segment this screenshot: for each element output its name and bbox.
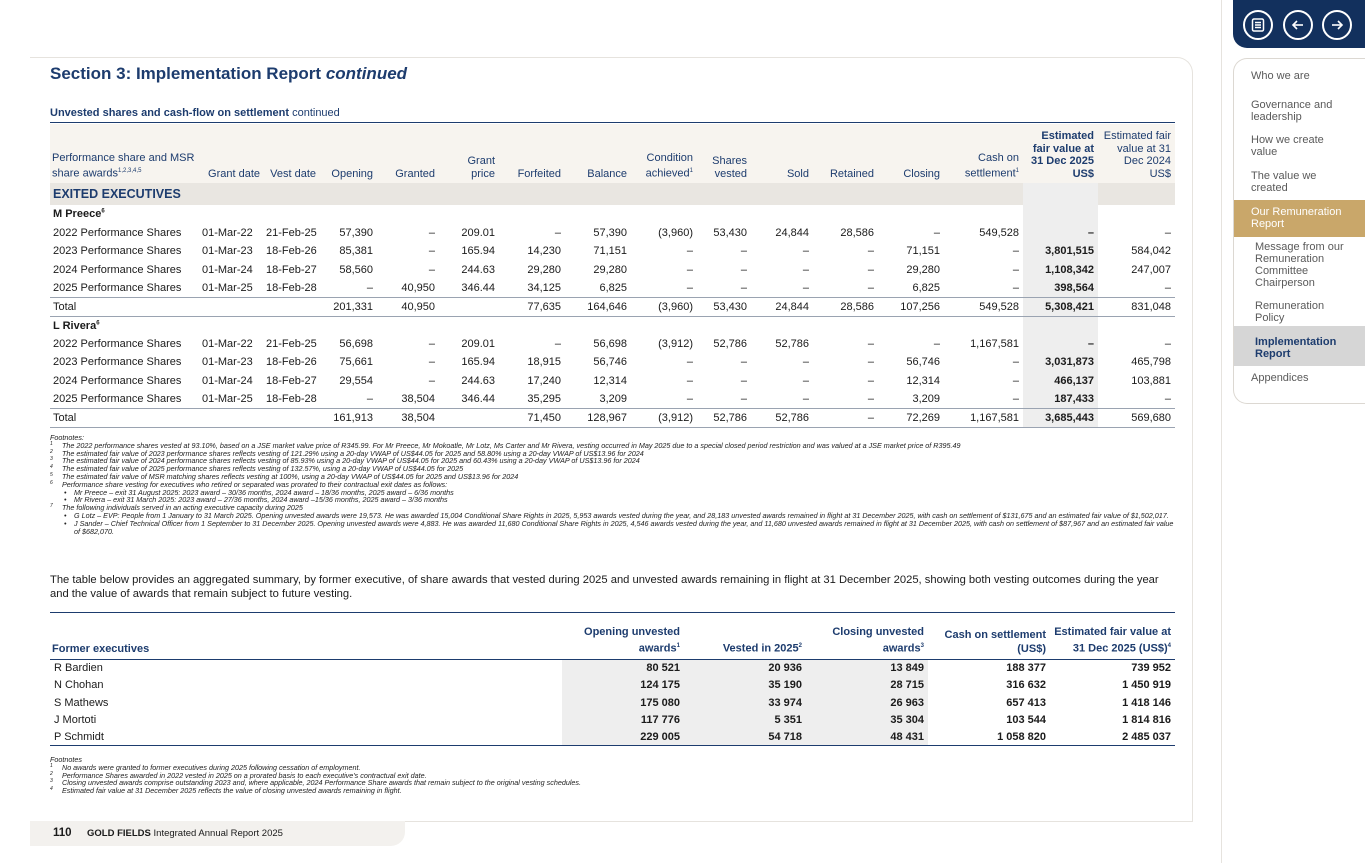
table-cell: 01-Mar-23 — [202, 245, 253, 258]
page-title: Section 3: Implementation Report continued — [50, 64, 408, 83]
table-cell: – — [802, 282, 809, 294]
table-cell: – — [686, 245, 693, 258]
name-blank — [1098, 316, 1175, 335]
footnote: 6 Performance share vesting for executives who retired or separated was prorated to their contractual exit dates as follows: — [50, 479, 448, 489]
table-cell: 2025 Performance Shares — [53, 393, 182, 405]
table-cell: 3,801,515 — [1023, 242, 1098, 261]
table-row — [50, 224, 1175, 243]
table-row — [50, 372, 1175, 391]
table-cell: 52,786 — [775, 337, 809, 350]
col-closing-unvested: Closing unvested awards$^3$ — [832, 626, 924, 655]
table-cell: 6,825 — [599, 282, 627, 294]
table-cell: J Mortoti — [54, 714, 97, 727]
total-cell: 52,786 — [697, 409, 751, 428]
col-vested-2025: Vested in 2025$^2$ — [722, 643, 802, 655]
table-cell: – — [802, 245, 809, 258]
table-row — [50, 261, 1175, 280]
table-cell: – — [686, 393, 693, 405]
table-cell: 465,798 — [1131, 356, 1171, 369]
table-cell: 175 080 — [562, 694, 684, 711]
table-cell: 346.44 — [461, 393, 495, 405]
table-cell: 54 718 — [684, 729, 806, 746]
table-cell: 229 005 — [562, 729, 684, 746]
table-cell: 12,314 — [906, 374, 940, 387]
table-cell: – — [802, 263, 809, 276]
table-cell: – — [366, 393, 373, 405]
page-footer — [30, 821, 405, 846]
table-cell: 1 814 816 — [1122, 714, 1171, 727]
table-cell: 35,295 — [527, 393, 561, 405]
col-balance: Balance — [587, 167, 627, 180]
total-row — [50, 298, 1175, 317]
table-cell: – — [428, 356, 435, 369]
executive-name: M Preece$^6$ — [53, 208, 105, 221]
summary-paragraph: The table below provides an aggregated summary, by former executive, of share awards that vested during 2025 and unvested awards remaining in flight at 31 December 2025, showing both vesting outcomes during the year and the value of awards that remain subject to future vesting. — [50, 574, 1159, 600]
forward-arrow-icon[interactable] — [1322, 10, 1352, 40]
table-cell: 2 485 037 — [1050, 729, 1175, 746]
table-cell: 1,167,581 — [970, 337, 1019, 350]
table-cell: 2023 Performance Shares — [53, 356, 182, 369]
total-cell: 28,586 — [813, 298, 878, 317]
footnote: 1 The 2022 performance shares vested at 93.10%, based on a JSE market value price of R345.99. For Mr Preece, Mr Mokoatle, Mr Lotz, Ms Carter and Mr Rivera, vesting occurred in May 2025 due to a special closed period restriction and was valued at a JSE market price of R395.49 — [50, 440, 961, 450]
former-executives-table — [50, 612, 1175, 746]
footnote: 3 Closing unvested awards comprise outstanding 2023 and, where applicable, 2024 Performance Share awards that remain subject to the original vesting schedules. — [50, 778, 582, 788]
footnotes-label: Footnotes: — [50, 433, 84, 442]
table-cell: 3,209 — [912, 393, 940, 405]
table-cell: 56,746 — [906, 356, 940, 369]
nav-how-we-create-value[interactable]: How we create value — [1251, 134, 1324, 158]
col-shares-vested: Shares vested — [712, 155, 747, 180]
executive-name-row — [50, 205, 1175, 224]
col-closing: Closing — [903, 167, 940, 180]
table-cell: 466,137 — [1023, 372, 1098, 391]
table-cell: – — [802, 393, 809, 405]
table-cell: 103,881 — [1131, 374, 1171, 387]
table-cell: N Chohan — [54, 679, 104, 692]
table-cell: – — [686, 263, 693, 276]
section-subheading: Unvested shares and cash-flow on settlement continued — [50, 107, 340, 119]
table-cell: – — [1012, 393, 1019, 405]
table-cell: – — [1164, 393, 1171, 405]
total-cell: 569,680 — [1098, 409, 1175, 428]
table-cell: – — [867, 393, 874, 405]
table-cell: – — [740, 282, 747, 294]
total-cell: 5,308,421 — [1023, 298, 1098, 317]
table-cell: 316 632 — [1006, 679, 1046, 692]
table-cell: 71,151 — [593, 245, 627, 258]
section-blank — [1098, 183, 1175, 205]
total-cell: (3,960) — [631, 298, 697, 317]
table-cell: – — [867, 356, 874, 369]
table-cell: 1 450 919 — [1122, 679, 1171, 692]
table-cell: 209.01 — [461, 226, 495, 239]
table-cell: 57,390 — [593, 226, 627, 239]
table-cell: 35 190 — [684, 677, 806, 694]
table-row — [50, 711, 1175, 728]
table-cell: – — [740, 393, 747, 405]
table-cell: 13 849 — [806, 660, 928, 677]
nav-appendices[interactable]: Appendices — [1251, 372, 1309, 384]
footnote: 2 The estimated fair value of 2023 performance shares reflects vesting of 121.29% using a 20-day VWAP of US$44.05 for 2025 and 58.80% using a 20-day VWAP of US$13.96 for 2024 — [50, 448, 644, 458]
total-cell: Total — [50, 298, 200, 317]
col-condition: Condition achieved$^1$ — [645, 152, 693, 180]
table-row — [50, 729, 1175, 746]
total-cell — [264, 298, 320, 317]
total-cell: 72,269 — [878, 409, 944, 428]
col-opening: Opening — [331, 167, 373, 180]
table-cell: – — [428, 263, 435, 276]
table-cell: 18-Feb-26 — [266, 245, 317, 258]
section-row — [50, 183, 1175, 205]
table-cell: 14,230 — [527, 245, 561, 258]
footnotes-table1 — [50, 434, 1175, 535]
contents-icon[interactable] — [1243, 10, 1273, 40]
table-cell: – — [686, 356, 693, 369]
total-cell: 71,450 — [499, 409, 565, 428]
table-row — [50, 353, 1175, 372]
table-cell: 2024 Performance Shares — [53, 263, 182, 276]
footnote: 2 Performance Shares awarded in 2022 vested in 2025 on a prorated basis to each executive's contractual exit date. — [50, 770, 427, 780]
total-cell: 549,528 — [944, 298, 1023, 317]
table-cell: – — [428, 226, 435, 239]
table-cell: 28 715 — [806, 677, 928, 694]
col-former: Former executives — [52, 643, 150, 655]
table-cell: – — [1012, 282, 1019, 294]
footnote-bullet: • Mr Rivera – exit 31 March 2025: 2023 award – 27/36 months, 2024 award –15/36 months, 2025 award – 3/36 months — [50, 496, 1175, 504]
col-plan: Performance share and MSR share awards$^{1,2,3,4,5}$ — [52, 152, 195, 180]
total-cell — [439, 409, 499, 428]
table-cell: 12,314 — [593, 374, 627, 387]
table-cell: 739 952 — [1050, 660, 1175, 677]
table-cell: 01-Mar-22 — [202, 337, 253, 350]
table-cell: 18-Feb-26 — [266, 356, 317, 369]
table-cell: 18-Feb-28 — [266, 393, 317, 405]
col-cash: Cash on settlement$^1$ — [964, 152, 1019, 180]
table-cell: 26 963 — [806, 694, 928, 711]
table-cell: 48 431 — [806, 729, 928, 746]
table-cell: 56,746 — [593, 356, 627, 369]
table-cell: 6,825 — [912, 282, 940, 294]
col-vest-date: Vest date — [270, 167, 316, 180]
table-cell: 18,915 — [527, 356, 561, 369]
footnote: 3 The estimated fair value of 2024 performance shares reflects vesting of 85.93% using a 20-day VWAP of US$44.05 for 2025 and 60.43% using a 20-day VWAP of US$13.96 for 2024 — [50, 456, 640, 466]
nav-toolbar — [1233, 0, 1365, 48]
table-cell: 56,698 — [593, 337, 627, 350]
page-number: 110 — [53, 827, 72, 839]
table-cell: 165.94 — [461, 245, 495, 258]
table-header-row — [50, 124, 1175, 183]
table-cell: 01-Mar-25 — [202, 282, 253, 294]
table-cell: 1 418 146 — [1122, 696, 1171, 709]
footnotes-label: Footnotes — [50, 755, 82, 764]
total-cell: 201,331 — [320, 298, 377, 317]
report-name: GOLD FIELDS Integrated Annual Report 2025 — [87, 828, 283, 839]
table-cell: 01-Mar-22 — [202, 226, 253, 239]
sidebar-divider — [1221, 0, 1222, 863]
total-cell — [200, 409, 264, 428]
table-cell: 657 413 — [1006, 696, 1046, 709]
table-cell: P Schmidt — [50, 729, 562, 746]
total-cell: – — [813, 409, 878, 428]
nav-implementation-report[interactable]: Implementation Report — [1255, 336, 1337, 360]
total-cell: 24,844 — [751, 298, 813, 317]
table-cell: – — [428, 374, 435, 387]
table-cell: – — [554, 337, 561, 350]
table-cell: – — [1012, 263, 1019, 276]
footnote: 1 No awards were granted to former executives during 2025 following cessation of employment. — [50, 762, 361, 772]
table-cell: – — [867, 282, 874, 294]
total-cell: 831,048 — [1098, 298, 1175, 317]
col-forfeited: Forfeited — [517, 167, 561, 180]
table-cell: R Bardien — [50, 660, 562, 677]
table-cell: – — [802, 374, 809, 387]
table-cell: 187,433 — [1023, 390, 1098, 409]
table-cell: 80 521 — [562, 660, 684, 677]
table-cell: – — [428, 337, 435, 350]
table-cell: 20 936 — [684, 660, 806, 677]
table-cell: (3,912) — [658, 337, 693, 350]
nav-message-chairperson[interactable]: Message from our Remuneration Committee Chairperson — [1255, 241, 1344, 289]
table-cell: 34,125 — [527, 282, 561, 294]
name-blank — [1098, 205, 1175, 224]
footnote: 5 The estimated fair value of MSR matching shares reflects vesting at 100%, using a 20-day VWAP of US$44.05 for 2025 and US$13.96 for 2024 — [50, 471, 519, 481]
table-cell: 29,280 — [527, 263, 561, 276]
table-cell: – — [366, 282, 373, 294]
table-row — [50, 279, 1175, 298]
col-opening-unvested: Opening unvested awards$^1$ — [584, 626, 680, 655]
table-cell: – — [428, 245, 435, 258]
executive-name: L Rivera$^6$ — [53, 319, 100, 332]
table-cell: 1 058 820 — [928, 729, 1050, 746]
table-cell: – — [1023, 224, 1098, 243]
col-grant-price: Grant price — [467, 155, 495, 180]
back-arrow-icon[interactable] — [1283, 10, 1313, 40]
table-cell: – — [867, 374, 874, 387]
col-sold: Sold — [786, 167, 809, 180]
executive-name-row — [50, 316, 1175, 335]
col-retained: Retained — [829, 167, 874, 180]
nav-remuneration-report[interactable]: Our Remuneration Report — [1251, 206, 1342, 230]
table-cell: – — [1012, 356, 1019, 369]
table-cell: 244.63 — [461, 374, 495, 387]
table-cell: 3,209 — [599, 393, 627, 405]
performance-shares-table — [50, 124, 1175, 428]
table-cell: 165.94 — [461, 356, 495, 369]
table-cell: – — [802, 356, 809, 369]
table-row — [50, 390, 1175, 409]
table-cell: – — [1164, 282, 1171, 294]
table-row — [50, 694, 1175, 711]
table-cell: 71,151 — [906, 245, 940, 258]
footnote-bullet: • J Sander – Chief Technical Officer from 1 September to 31 December 2025. Opening unvested awards were 4,883. He was awarded 11,680 Conditional Share Rights in 2025, 4,546 awards vested during the year, and 11,680 unvested awards remained in flight at 31 December 2025, with cash on settlement of $87,967 and an estimated fair value of $682,070. — [50, 520, 1175, 536]
table-cell: 57,390 — [339, 226, 373, 239]
table-cell: 549,528 — [979, 226, 1019, 239]
table-cell: 33 974 — [684, 694, 806, 711]
col-cash-settlement: Cash on settlement (US$) — [944, 629, 1046, 655]
nav-remuneration-policy[interactable]: Remuneration Policy — [1255, 300, 1325, 324]
table-cell: – — [933, 226, 940, 239]
table-cell: 117 776 — [562, 711, 684, 728]
table-cell: 52,786 — [713, 337, 747, 350]
table-cell: 53,430 — [713, 226, 747, 239]
total-cell — [200, 298, 264, 317]
table-row — [50, 335, 1175, 354]
table-top-rule — [50, 122, 1175, 123]
total-cell: 40,950 — [377, 298, 439, 317]
table-cell: S Mathews — [54, 696, 109, 709]
table-cell: – — [740, 245, 747, 258]
section-shade — [1023, 183, 1098, 205]
table-cell: 2022 Performance Shares — [53, 226, 182, 239]
total-cell: 107,256 — [878, 298, 944, 317]
total-cell: 52,786 — [751, 409, 813, 428]
table-row — [50, 242, 1175, 261]
table-cell: 75,661 — [339, 356, 373, 369]
table-cell: 01-Mar-24 — [202, 263, 253, 276]
table-cell: 35 304 — [806, 711, 928, 728]
table-row — [50, 660, 1175, 677]
table-cell: – — [554, 226, 561, 239]
table-cell: 18-Feb-27 — [266, 263, 317, 276]
col-est-value: Estimated fair value at 31 Dec 2025 (US$)$^4$ — [1054, 626, 1171, 655]
table-cell: 01-Mar-24 — [202, 374, 253, 387]
total-cell: 77,635 — [499, 298, 565, 317]
footnotes-table2 — [50, 756, 1175, 795]
total-cell: 164,646 — [565, 298, 631, 317]
total-row — [50, 409, 1175, 428]
table-cell: 5 351 — [684, 711, 806, 728]
table-cell: 18-Feb-28 — [266, 282, 317, 294]
total-cell: Total — [50, 409, 200, 428]
col-est-2024: Estimated fair value at 31 Dec 2024 US$ — [1103, 130, 1171, 180]
name-shade — [1023, 205, 1098, 224]
table-cell: 244.63 — [461, 263, 495, 276]
table-cell: 01-Mar-25 — [202, 393, 253, 405]
table2-header-row — [50, 613, 1175, 660]
table-cell: 247,007 — [1131, 263, 1171, 276]
table-cell: 29,280 — [593, 263, 627, 276]
table-cell: 398,564 — [1023, 279, 1098, 298]
table-cell: – — [1012, 245, 1019, 258]
total-cell: 38,504 — [377, 409, 439, 428]
nav-governance[interactable]: Governance and leadership — [1251, 99, 1333, 123]
table-cell: – — [686, 282, 693, 294]
total-cell: 1,167,581 — [944, 409, 1023, 428]
table-cell: 21-Feb-25 — [266, 337, 317, 350]
table-cell: 28,586 — [840, 226, 874, 239]
total-cell: 128,967 — [565, 409, 631, 428]
table-cell: 3,031,873 — [1023, 353, 1098, 372]
table-cell: 2024 Performance Shares — [53, 374, 182, 387]
total-cell: 53,430 — [697, 298, 751, 317]
table-cell: 2023 Performance Shares — [53, 245, 182, 258]
table-row — [50, 677, 1175, 694]
table-cell: 29,280 — [906, 263, 940, 276]
table-cell: 1,108,342 — [1023, 261, 1098, 280]
table-cell: 21-Feb-25 — [266, 226, 317, 239]
total-cell: 161,913 — [320, 409, 377, 428]
table-cell: 40,950 — [401, 282, 435, 294]
table-cell: – — [1023, 335, 1098, 354]
table-cell: – — [867, 337, 874, 350]
table-cell: 56,698 — [339, 337, 373, 350]
table-cell: – — [740, 356, 747, 369]
total-cell — [264, 409, 320, 428]
footnote-bullet: • Mr Preece – exit 31 August 2025: 2023 award – 30/36 months, 2024 award – 18/36 months, 2025 award – 6/36 months — [50, 489, 1175, 497]
table-cell: 29,554 — [339, 374, 373, 387]
table-cell: 58,560 — [339, 263, 373, 276]
total-cell — [439, 298, 499, 317]
table-cell: 2025 Performance Shares — [53, 282, 182, 294]
total-cell: 3,685,443 — [1023, 409, 1098, 428]
table-cell: 38,504 — [401, 393, 435, 405]
name-shade — [1023, 316, 1098, 335]
table-cell: 103 544 — [1006, 714, 1046, 727]
table-cell: – — [933, 337, 940, 350]
table-cell: 2022 Performance Shares — [53, 337, 182, 350]
table-cell: – — [686, 374, 693, 387]
table-cell: 209.01 — [461, 337, 495, 350]
table-cell: 346.44 — [461, 282, 495, 294]
total-cell: (3,912) — [631, 409, 697, 428]
footnote: 4 The estimated fair value of 2025 performance shares reflects vesting of 132.57%, using a 20-day VWAP of US$44.05 for 2025 — [50, 464, 464, 474]
nav-value-we-created[interactable]: The value we created — [1251, 170, 1317, 194]
section-label: EXITED EXECUTIVES — [50, 183, 1023, 205]
table-cell: 24,844 — [775, 226, 809, 239]
nav-who-we-are[interactable]: Who we are — [1251, 70, 1310, 82]
table-cell: 584,042 — [1131, 245, 1171, 258]
footnote-bullet: • G Lotz – EVP: People from 1 January to 31 March 2025. Opening unvested awards were 19,573. He was awarded 15,004 Conditional Share Rights in 2025, 5,953 awards vested during the year, and 28,183 unvested awards remained in flight at 31 December 2025, with cash on settlement of $131,675 and an estimated fair value of $1,502,017. — [50, 512, 1175, 520]
table-cell: 17,240 — [527, 374, 561, 387]
table-cell: 85,381 — [339, 245, 373, 258]
table-cell: – — [867, 245, 874, 258]
table-cell: 188 377 — [928, 660, 1050, 677]
footnote: 4 Estimated fair value at 31 December 2025 reflects the value of closing unvested awards remaining in flight. — [50, 786, 402, 796]
table-cell: 18-Feb-27 — [266, 374, 317, 387]
table-cell: – — [1164, 337, 1171, 350]
table-cell: – — [740, 374, 747, 387]
col-granted: Granted — [395, 167, 435, 180]
table-cell: – — [1012, 374, 1019, 387]
table-cell: (3,960) — [658, 226, 693, 239]
footnote: 7 The following individuals served in an acting executive capacity during 2025 — [50, 503, 303, 513]
table-cell: 01-Mar-23 — [202, 356, 253, 369]
table-cell: – — [867, 263, 874, 276]
table-cell: 124 175 — [562, 677, 684, 694]
table-cell: – — [740, 263, 747, 276]
col-est-2025: Estimated fair value at 31 Dec 2025 US$ — [1031, 130, 1094, 180]
table-cell: – — [1164, 226, 1171, 239]
col-grant-date: Grant date — [208, 167, 260, 180]
